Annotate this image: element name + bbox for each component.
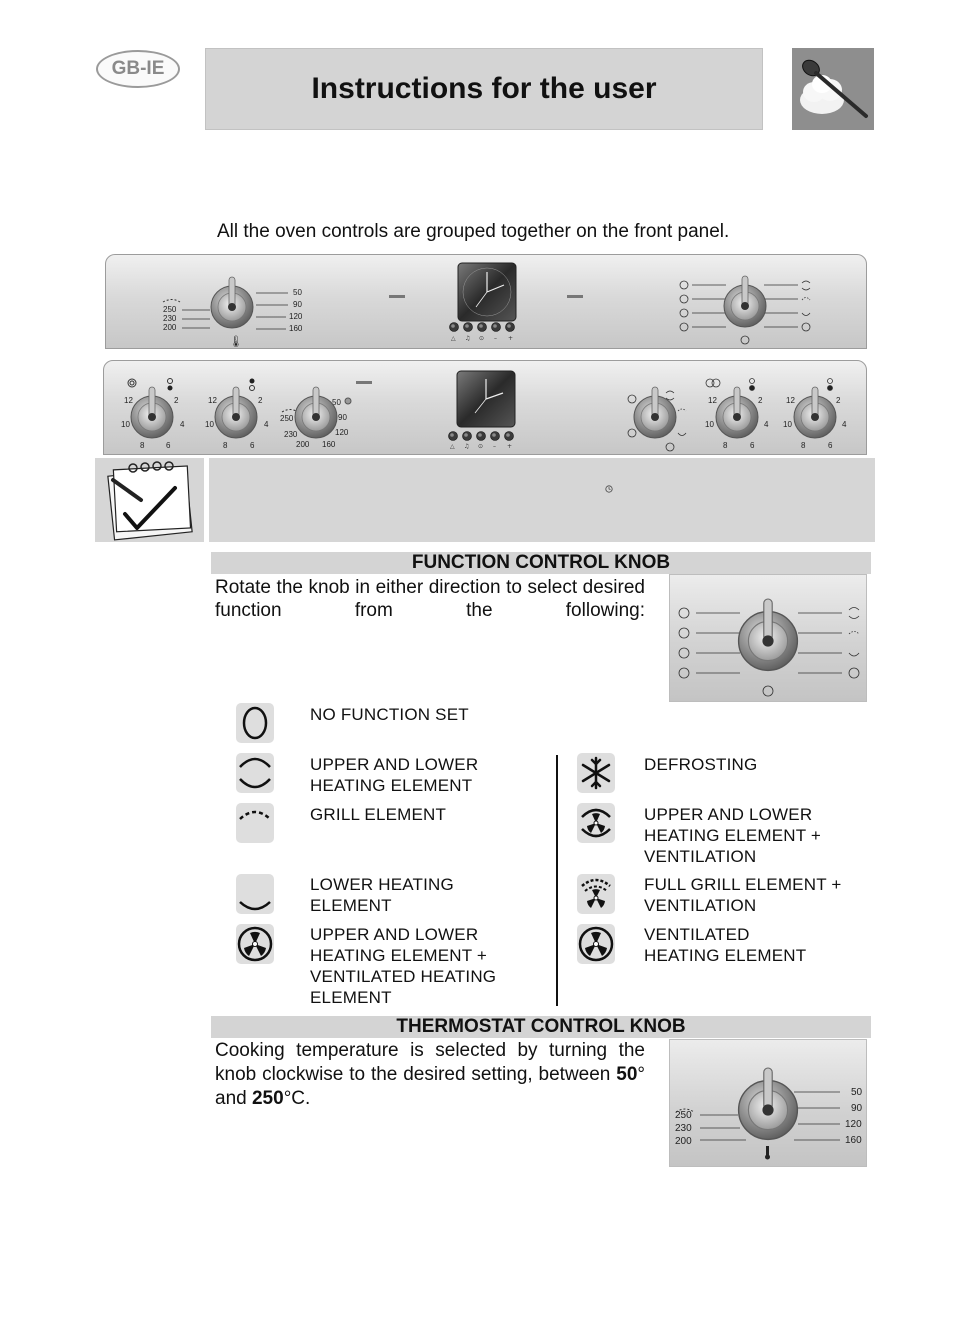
function-item-label: UPPER AND LOWER HEATING ELEMENT bbox=[310, 755, 479, 795]
burner-label: 8 bbox=[223, 441, 228, 450]
burner-label: 4 bbox=[764, 420, 769, 429]
clock-display bbox=[458, 263, 516, 321]
function-description: Rotate the knob in either direction to select desired function from the following: bbox=[215, 577, 645, 621]
burner-label: 8 bbox=[723, 441, 728, 450]
function-knob[interactable] bbox=[634, 387, 676, 438]
burner-label: 10 bbox=[205, 420, 214, 429]
burner-label: 2 bbox=[836, 396, 841, 405]
thermostat-right-label: 90 bbox=[293, 300, 302, 309]
thermometer-icon: 🌡 bbox=[229, 336, 243, 348]
burner-label: 10 bbox=[783, 420, 792, 429]
burner-label: 8 bbox=[140, 441, 145, 450]
burner-label: 10 bbox=[705, 420, 714, 429]
button-symbol: △ bbox=[450, 443, 455, 450]
thermostat-knob[interactable] bbox=[211, 277, 253, 328]
burner-label: 4 bbox=[842, 420, 847, 429]
button-symbol: ⊙ bbox=[479, 335, 485, 342]
thermostat-left-label: 250 bbox=[280, 414, 294, 423]
clock-buttons[interactable] bbox=[450, 323, 515, 332]
button-symbol: – bbox=[493, 443, 496, 450]
fan-all-elements-icon bbox=[236, 924, 274, 964]
thermostat-left-label: 230 bbox=[163, 314, 177, 323]
language-badge: GB-IE bbox=[96, 50, 180, 88]
thermostat-left-label: 200 bbox=[296, 440, 310, 449]
burner-label: 6 bbox=[828, 441, 833, 450]
thermostat-right-label: 120 bbox=[289, 312, 303, 321]
thermostat-left-label: 200 bbox=[675, 1136, 692, 1147]
intro-text: All the oven controls are grouped together on the front panel. bbox=[217, 221, 730, 242]
column-divider bbox=[556, 755, 558, 1006]
note-box bbox=[209, 458, 875, 542]
upper-lower-heating-icon bbox=[236, 753, 274, 793]
burner-label: 2 bbox=[758, 396, 763, 405]
thermostat-description: Cooking temperature is selected by turning the knob clockwise to the desired setting, between 50° and 250°C. bbox=[215, 1040, 645, 1109]
thermostat-left-label: 250 bbox=[163, 305, 177, 314]
burner-label: 10 bbox=[121, 420, 130, 429]
defrost-icon bbox=[577, 753, 615, 793]
thermostat-right-label: 50 bbox=[293, 288, 302, 297]
burner-label: 2 bbox=[258, 396, 263, 405]
thermostat-left-label: 230 bbox=[284, 430, 298, 439]
burner-label: 12 bbox=[708, 396, 717, 405]
spoon-and-chef-hat-icon bbox=[792, 48, 874, 130]
page-title: Instructions for the user bbox=[205, 48, 763, 130]
thermostat-right-label: 90 bbox=[851, 1103, 863, 1114]
function-knob[interactable] bbox=[724, 276, 766, 327]
burner-label: 2 bbox=[174, 396, 179, 405]
thermostat-right-label: 160 bbox=[289, 324, 303, 333]
thermostat-right-label: 160 bbox=[322, 440, 336, 449]
lower-heating-icon bbox=[236, 874, 274, 914]
thermostat-right-label: 50 bbox=[851, 1087, 863, 1098]
function-item-label: DEFROSTING bbox=[644, 755, 758, 774]
burner-label: 4 bbox=[264, 420, 269, 429]
no-function-icon bbox=[236, 703, 274, 743]
function-item-label: GRILL ELEMENT bbox=[310, 805, 447, 824]
button-symbol: + bbox=[507, 443, 513, 450]
burner-label: 12 bbox=[786, 396, 795, 405]
burner-label: 12 bbox=[124, 396, 133, 405]
thermostat-knob[interactable] bbox=[295, 387, 337, 438]
clock-icon bbox=[605, 485, 613, 493]
burner-label: 12 bbox=[208, 396, 217, 405]
burner-knob[interactable] bbox=[131, 387, 173, 438]
function-item-label: FULL GRILL ELEMENT + VENTILATION bbox=[644, 875, 842, 915]
fan-ventilated-icon bbox=[577, 924, 615, 964]
fan-upper-lower-icon bbox=[577, 803, 615, 843]
button-symbol: ♫ bbox=[465, 335, 471, 342]
function-item-label: UPPER AND LOWER HEATING ELEMENT + VENTILATED HEATING ELEMENT bbox=[310, 925, 497, 1007]
button-symbol: △ bbox=[451, 335, 456, 342]
burner-label: 8 bbox=[801, 441, 806, 450]
burner-knob[interactable] bbox=[215, 387, 257, 438]
thermostat-right-label: 50 bbox=[332, 398, 341, 407]
grill-element-icon bbox=[236, 803, 274, 843]
oven-control-panel-bottom bbox=[103, 360, 867, 455]
function-item-label: UPPER AND LOWER HEATING ELEMENT + VENTILATION bbox=[644, 805, 822, 866]
fan-full-grill-icon bbox=[577, 874, 615, 914]
burner-knob[interactable] bbox=[716, 387, 758, 438]
button-symbol: ♫ bbox=[464, 443, 470, 450]
clock-display bbox=[457, 371, 515, 427]
burner-label: 6 bbox=[250, 441, 255, 450]
burner-knob[interactable] bbox=[794, 387, 836, 438]
thermostat-right-label: 90 bbox=[338, 413, 347, 422]
button-symbol: – bbox=[494, 335, 497, 342]
oven-control-panel-top bbox=[105, 254, 867, 349]
thermostat-left-label: 250 bbox=[675, 1110, 692, 1121]
thermostat-knob-image bbox=[669, 1039, 867, 1167]
function-item-label: LOWER HEATING ELEMENT bbox=[310, 875, 454, 915]
thermostat-left-label: 230 bbox=[675, 1123, 692, 1134]
clock-buttons[interactable] bbox=[449, 432, 514, 441]
function-section-heading: FUNCTION CONTROL KNOB bbox=[211, 552, 871, 574]
function-item-label: NO FUNCTION SET bbox=[310, 705, 469, 724]
function-item-label: VENTILATED HEATING ELEMENT bbox=[644, 925, 807, 965]
thermostat-right-label: 120 bbox=[845, 1119, 862, 1130]
button-symbol: + bbox=[508, 335, 514, 342]
burner-label: 4 bbox=[180, 420, 185, 429]
button-symbol: ⊙ bbox=[478, 443, 484, 450]
thermostat-section-heading: THERMOSTAT CONTROL KNOB bbox=[211, 1016, 871, 1038]
notepad-checkmark-icon bbox=[95, 458, 204, 542]
timer-icon bbox=[741, 336, 749, 344]
burner-label: 6 bbox=[750, 441, 755, 450]
thermostat-left-label: 200 bbox=[163, 323, 177, 332]
function-knob-image bbox=[669, 574, 867, 702]
thermostat-right-label: 120 bbox=[335, 428, 349, 437]
thermostat-right-label: 160 bbox=[845, 1135, 862, 1146]
burner-label: 6 bbox=[166, 441, 171, 450]
